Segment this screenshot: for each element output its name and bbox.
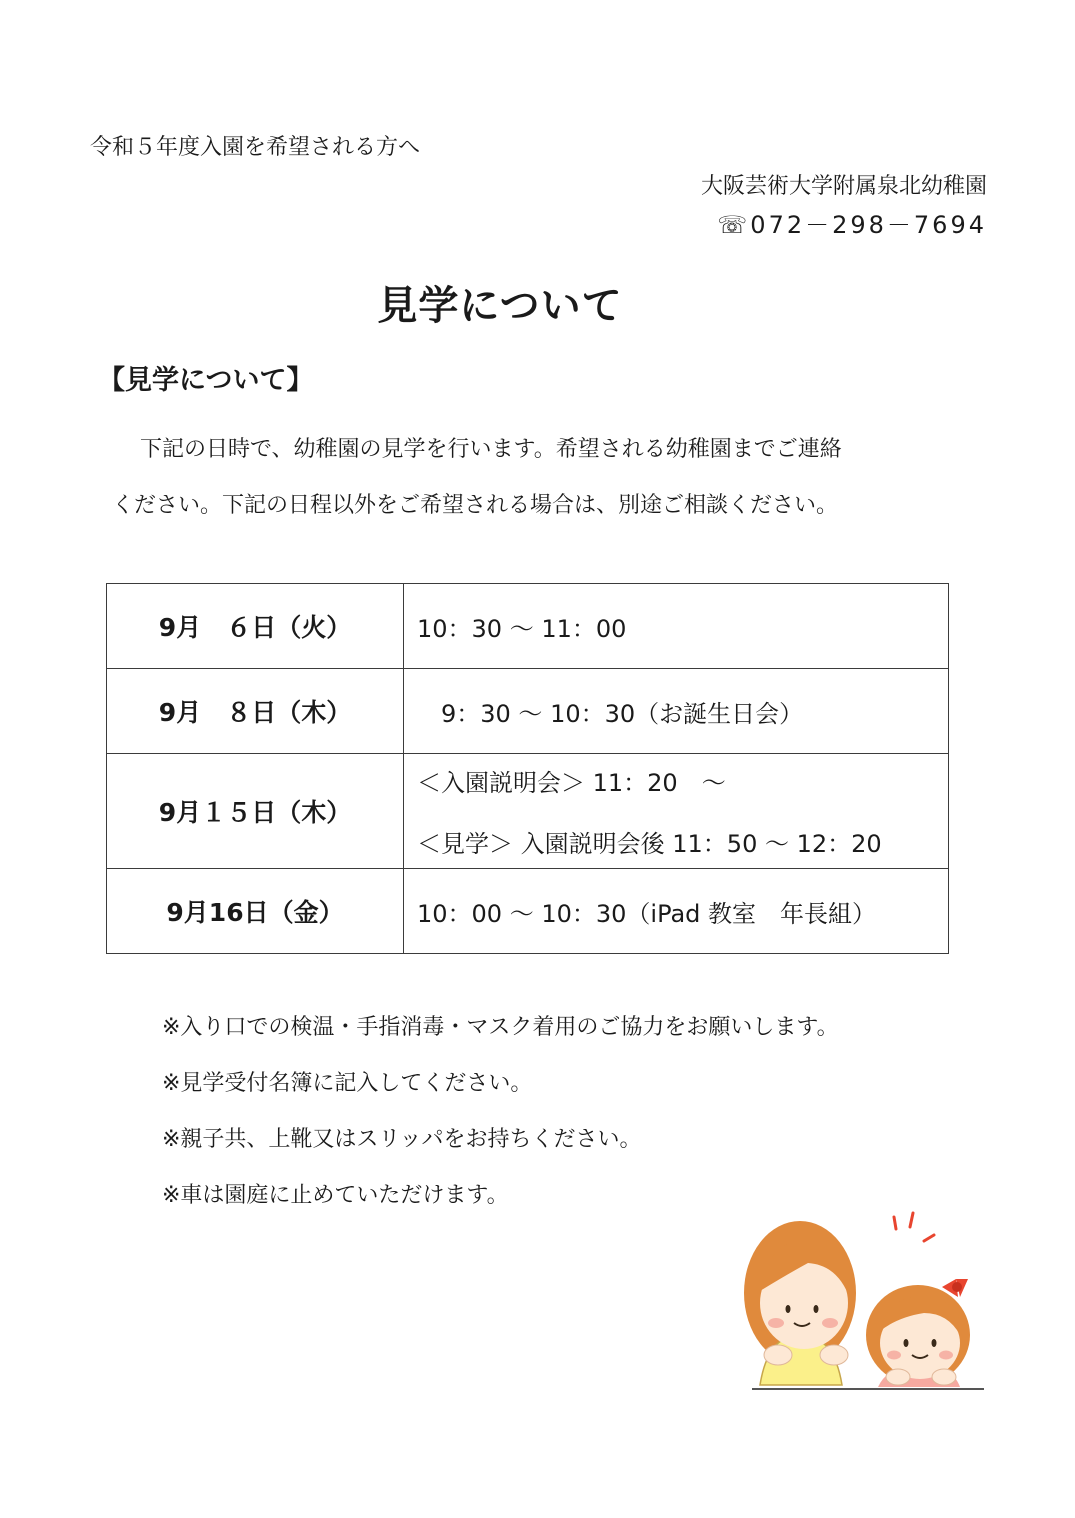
addressee: 令和５年度入園を希望される方へ [90, 135, 421, 160]
notes-list [162, 1010, 839, 1234]
mother-and-daughter-illustration [738, 1205, 1000, 1405]
schedule-time [404, 869, 949, 954]
telephone-icon: ☏ [717, 211, 751, 239]
section-heading: 【見学について】 [98, 365, 314, 396]
sender-block [701, 168, 987, 244]
schedule-row [107, 869, 949, 954]
schedule-time-line: 10：30 ～ 11：00 [417, 614, 627, 643]
schedule-table [106, 583, 949, 954]
phone-line [701, 206, 987, 244]
schedule-row [107, 669, 949, 754]
note-item: ※親子共、上靴又はスリッパをお持ちください。 [162, 1127, 642, 1152]
schedule-date: 9月１５日（木） [107, 754, 404, 869]
schedule-time-line: ＜入園説明会＞ 11：20 ～ [417, 769, 726, 797]
note-item: ※入り口での検温・手指消毒・マスク着用のご協力をお願いします。 [162, 1015, 839, 1040]
page-title: 見学について [377, 283, 623, 329]
intro-line-1: 下記の日時で、幼稚園の見学を行います。希望される幼稚園までご連絡 [140, 437, 842, 462]
phone-number: 072－298－7694 [750, 211, 987, 239]
schedule-row [107, 584, 949, 669]
schedule-date: 9月 ６日（火） [107, 584, 404, 669]
schedule-date: 9月 ８日（木） [107, 669, 404, 754]
note-item: ※見学受付名簿に記入してください。 [162, 1071, 533, 1096]
intro-text [112, 422, 952, 534]
schedule-row [107, 754, 949, 869]
schedule-time-line: 10：00 ～ 10：30（iPad 教室 年長組） [417, 899, 877, 928]
schedule-time [404, 754, 949, 869]
schedule-date: 9月16日（金） [107, 869, 404, 954]
schedule-time [404, 584, 949, 669]
kindergarten-name: 大阪芸術大学附属泉北幼稚園 [700, 174, 987, 199]
schedule-time-line: 9：30 ～ 10：30（お誕生日会） [417, 699, 804, 728]
schedule-time [404, 669, 949, 754]
note-item: ※車は園庭に止めていただけます。 [162, 1183, 509, 1208]
schedule-time-line: ＜見学＞ 入園説明会後 11：50 ～ 12：20 [417, 830, 882, 858]
intro-line-2: ください。下記の日程以外をご希望される場合は、別途ご相談ください。 [112, 493, 839, 518]
